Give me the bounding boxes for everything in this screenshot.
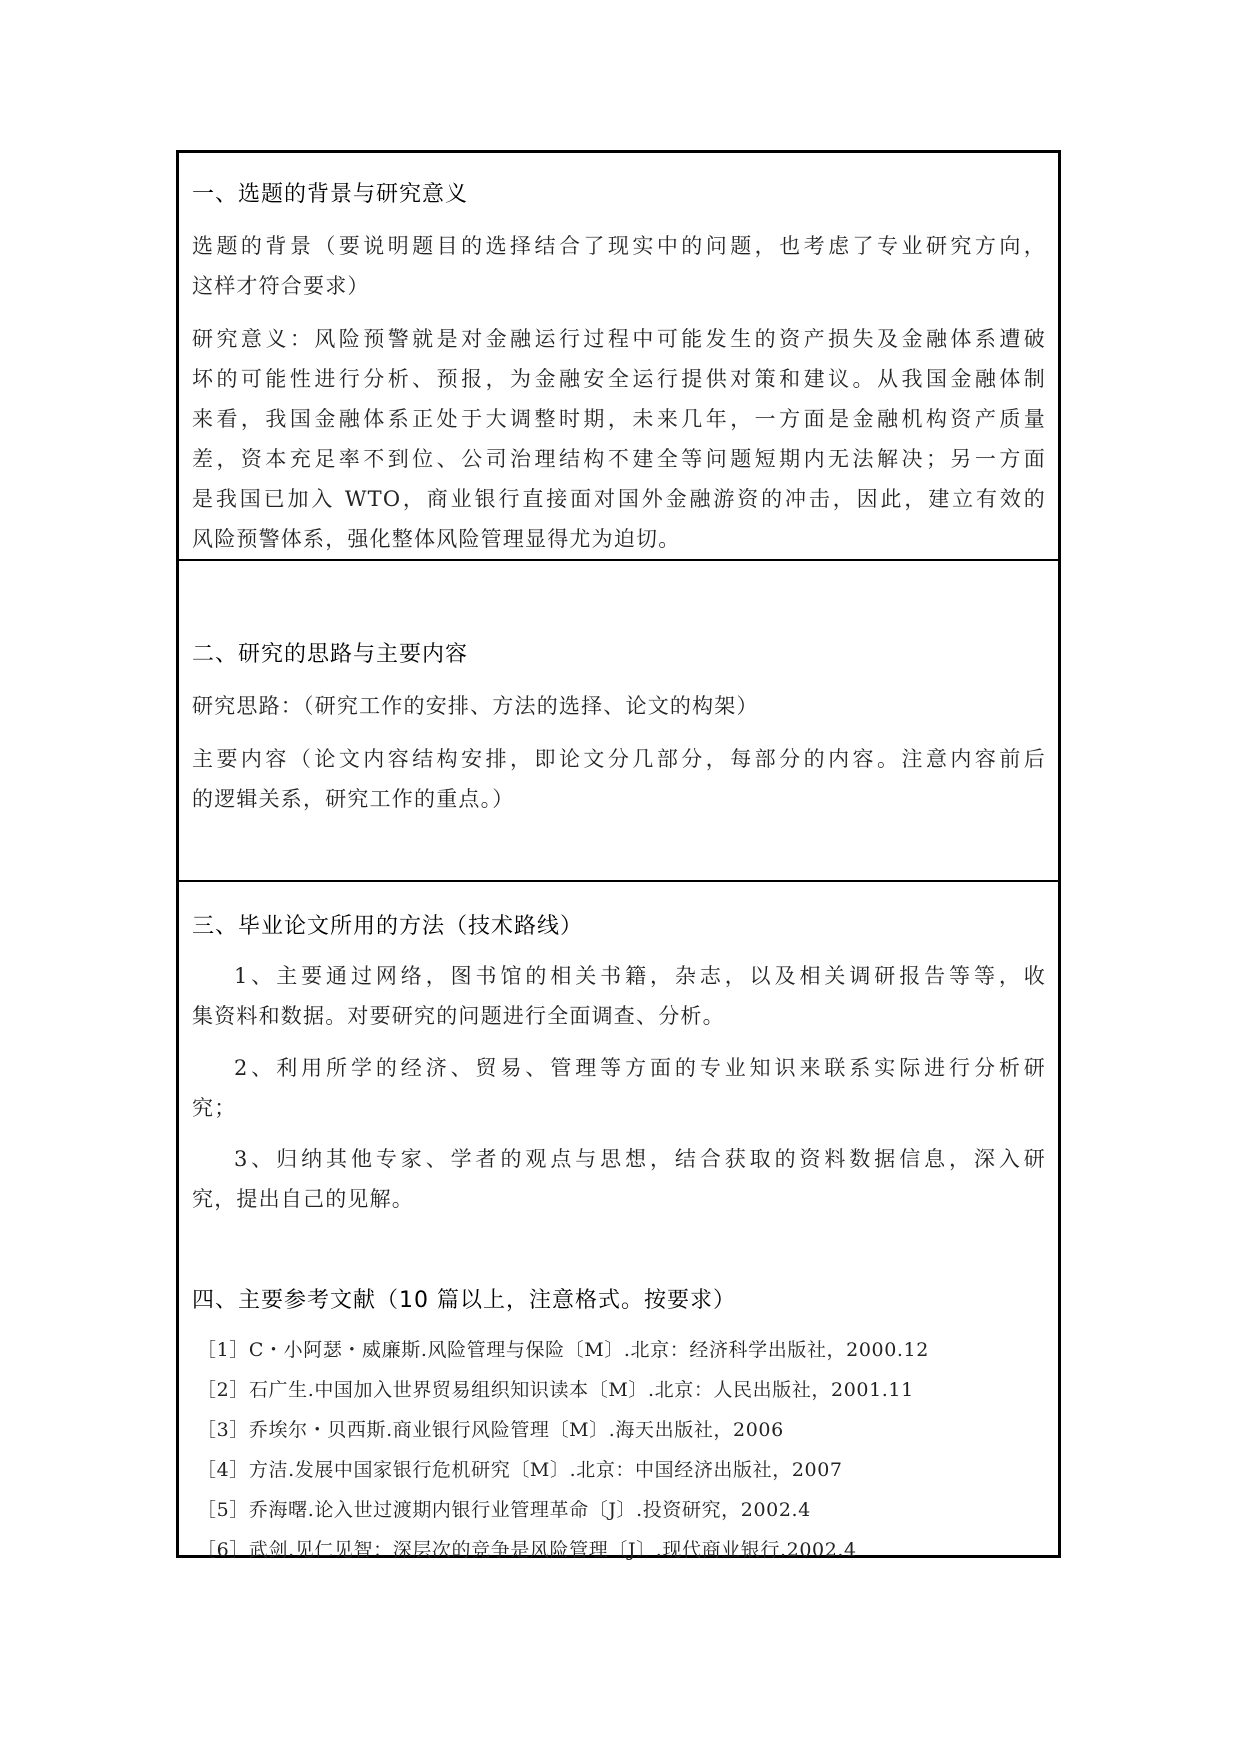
significance-line-6: 风险预警体系，强化整体风险管理显得尤为迫切。 [192, 527, 681, 551]
method-item-3-line-2: 究，提出自己的见解。 [192, 1187, 414, 1211]
reference-5: ［5］乔海曙.论入世过渡期内银行业管理革命〔J〕.投资研究，2002.4 [197, 1499, 811, 1521]
method-item-1-line-2: 集资料和数据。对要研究的问题进行全面调查、分析。 [192, 1004, 725, 1028]
reference-1: ［1］C・小阿瑟・威廉斯.风险管理与保险〔M〕.北京：经济科学出版社，2000.12 [197, 1339, 929, 1361]
reference-6: ［6］武剑.见仁见智：深层次的竞争是风险管理〔J〕.现代商业银行.2002.4 [197, 1539, 857, 1561]
significance-line-3: 来看，我国金融体系正处于大调整时期，未来几年，一方面是金融机构资产质量 [192, 407, 1046, 431]
section-divider-1 [179, 559, 1058, 561]
research-approach-line: 研究思路：（研究工作的安排、方法的选择、论文的构架） [192, 694, 759, 718]
method-item-1-line-1: 1、主要通过网络，图书馆的相关书籍，杂志，以及相关调研报告等等，收 [234, 964, 1046, 988]
reference-2: ［2］石广生.中国加入世界贸易组织知识读本〔M〕.北京：人民出版社，2001.11 [197, 1379, 914, 1401]
significance-line-2: 坏的可能性进行分析、预报，为金融安全运行提供对策和建议。从我国金融体制 [192, 367, 1046, 391]
method-item-3-line-1: 3、归纳其他专家、学者的观点与思想，结合获取的资料数据信息，深入研 [234, 1147, 1046, 1171]
reference-3: ［3］乔埃尔・贝西斯.商业银行风险管理〔M〕.海天出版社，2006 [197, 1419, 784, 1441]
method-item-2-line-1: 2、利用所学的经济、贸易、管理等方面的专业知识来联系实际进行分析研 [234, 1056, 1046, 1080]
reference-4: ［4］方洁.发展中国家银行危机研究〔M〕.北京：中国经济出版社，2007 [197, 1459, 843, 1481]
method-item-2-line-2: 究； [192, 1096, 237, 1120]
section-2-heading: 二、研究的思路与主要内容 [192, 642, 469, 667]
section-divider-2 [179, 880, 1058, 882]
proposal-form-table [176, 150, 1061, 1561]
background-line-1: 选题的背景（要说明题目的选择结合了现实中的问题，也考虑了专业研究方向， [192, 234, 1046, 258]
section-1-heading: 一、选题的背景与研究意义 [192, 182, 469, 207]
background-line-2: 这样才符合要求） [192, 274, 370, 298]
section-4-heading: 四、主要参考文献（10 篇以上，注意格式。按要求） [192, 1288, 736, 1313]
section-3-heading: 三、毕业论文所用的方法（技术路线） [192, 914, 584, 939]
main-content-line-2: 的逻辑关系，研究工作的重点。） [192, 787, 515, 811]
significance-line-4: 差，资本充足率不到位、公司治理结构不建全等问题短期内无法解决；另一方面 [192, 447, 1046, 471]
significance-line-1: 研究意义：风险预警就是对金融运行过程中可能发生的资产损失及金融体系遭破 [192, 327, 1046, 351]
main-content-line-1: 主要内容（论文内容结构安排，即论文分几部分，每部分的内容。注意内容前后 [192, 747, 1046, 771]
significance-line-5: 是我国已加入 WTO，商业银行直接面对国外金融游资的冲击，因此，建立有效的 [192, 487, 1046, 511]
